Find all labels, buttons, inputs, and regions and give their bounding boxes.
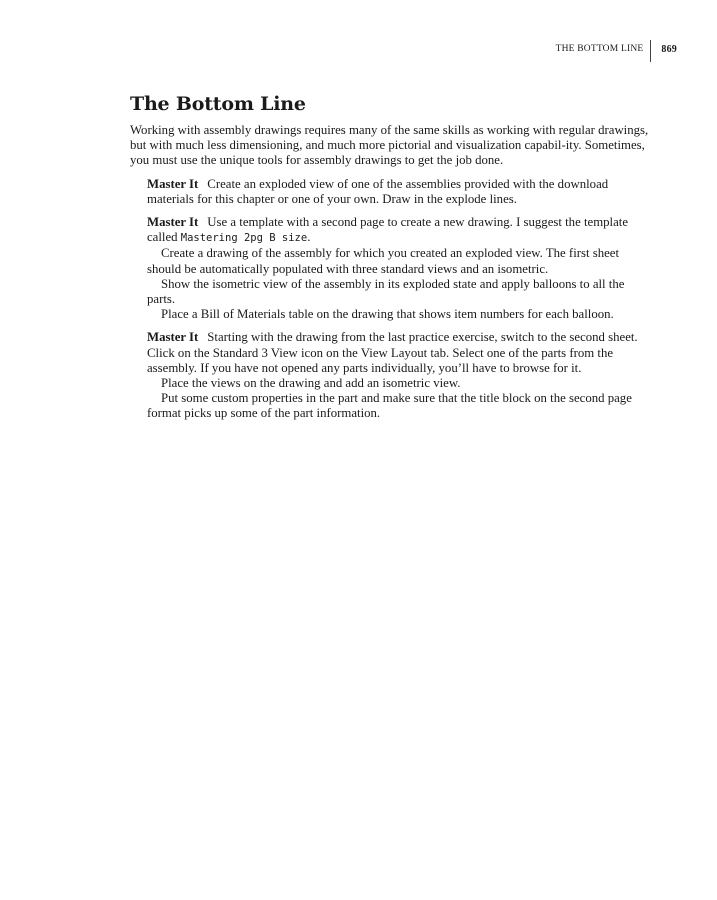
exercise-lead: Master It xyxy=(147,215,199,230)
exercise-paragraph xyxy=(147,215,655,246)
exercise-3 xyxy=(147,330,655,421)
running-header-title: THE BOTTOM LINE xyxy=(555,44,644,54)
page-number: 869 xyxy=(661,44,677,55)
exercise-lead: Master It xyxy=(147,330,199,345)
exercise-text: Use a template with a second page to create a new drawing. I suggest the template called xyxy=(147,215,629,245)
exercise-continuation: Place the views on the drawing and add an isometric view. xyxy=(161,376,461,391)
section-intro: Working with assembly drawings requires many of the same skills as working with regular drawings, but with much less dimensioning, and much more pictorial and visualization capabil-ity. Sometimes, you must use the unique tools for assembly drawings to get the job done. xyxy=(130,123,649,168)
running-header xyxy=(556,40,677,62)
exercise-text-end: . xyxy=(307,230,311,245)
exercise-lead: Master It xyxy=(147,176,199,191)
exercise-continuation: Place a Bill of Materials table on the drawing that shows item numbers for each balloon. xyxy=(161,307,614,322)
exercise-continuation: Create a drawing of the assembly for which you created an exploded view. The first sheet should be automatically populated with three standard views and an isometric. xyxy=(147,246,620,276)
exercise-1 xyxy=(147,177,655,207)
exercise-paragraph xyxy=(147,177,655,207)
section-title: The Bottom Line xyxy=(130,93,306,115)
template-name-code: Mastering 2pg B size xyxy=(180,232,308,245)
exercise-text: Starting with the drawing from the last practice exercise, switch to the second sheet. Click on the Standard 3 View icon on the View Layout tab. Select one of the parts from the assembly. If you have not opened any parts individually, you’ll have to browse for it. xyxy=(147,330,638,375)
exercise-text: Create an exploded view of one of the assemblies provided with the download materials for this chapter or one of your own. Draw in the explode lines. xyxy=(147,176,609,206)
exercise-continuation: Put some custom properties in the part and make sure that the title block on the second page format picks up some of the part information. xyxy=(147,391,632,421)
exercise-2 xyxy=(147,215,655,322)
page-body xyxy=(130,93,655,430)
exercise-continuation: Show the isometric view of the assembly in its exploded state and apply balloons to all the parts. xyxy=(147,276,625,307)
exercise-paragraph xyxy=(147,330,655,376)
